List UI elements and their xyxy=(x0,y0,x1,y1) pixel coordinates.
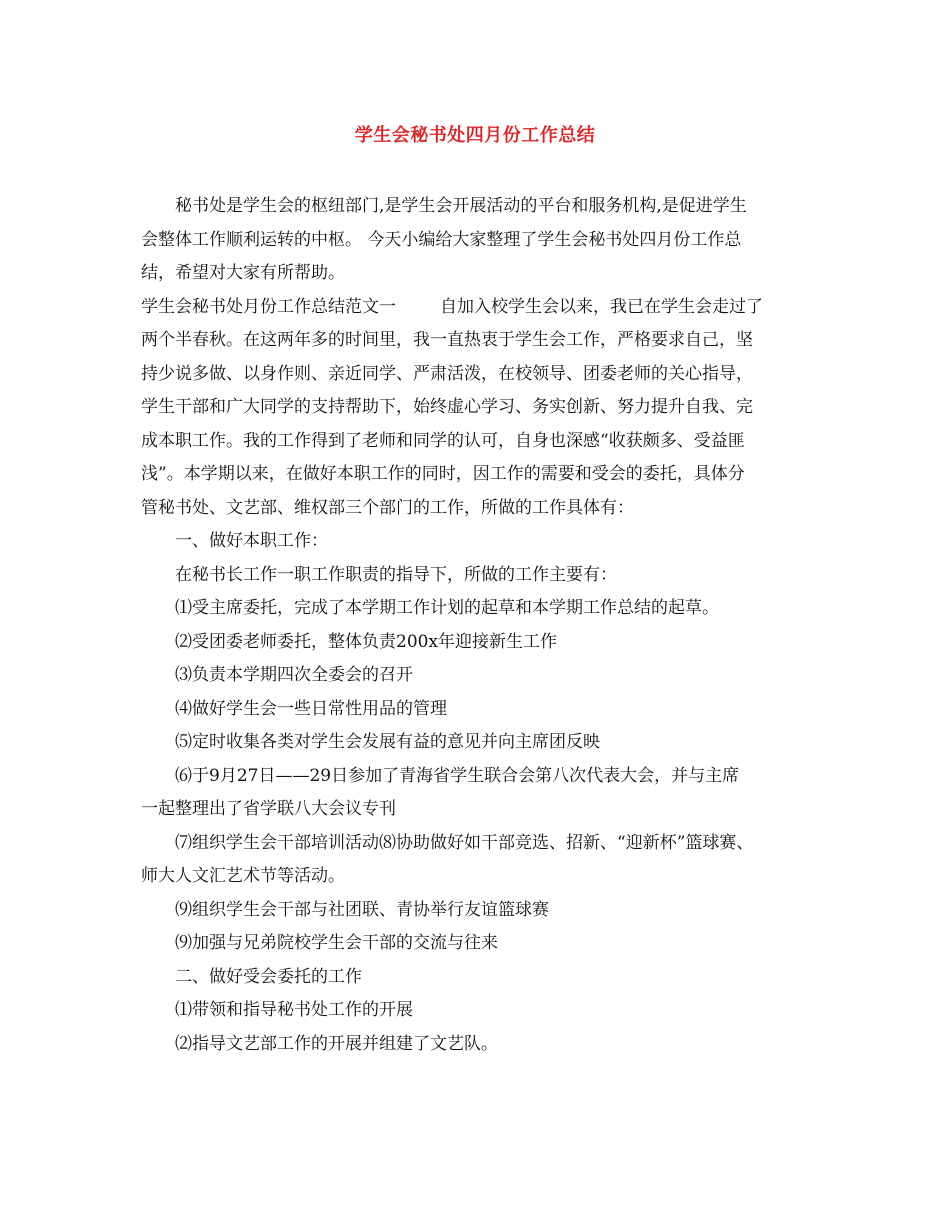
document-body xyxy=(141,190,821,1061)
list-item: ⑹于9月27日——29日参加了青海省学生联合会第八次代表大会，并与主席 xyxy=(175,765,740,786)
paragraph-line: 结，希望对大家有所帮助。 xyxy=(141,263,345,283)
paragraph-line: 一起整理出了省学联八大会议专刊 xyxy=(141,799,396,819)
paragraph-line: 成本职工作。我的工作得到了老师和同学的认可，自身也深感“收获颇多、受益匪 xyxy=(141,430,745,451)
section-heading: 一、做好本职工作： xyxy=(175,531,328,551)
paragraph-line: 在秘书长工作一职工作职责的指导下，所做的工作主要有： xyxy=(175,564,617,585)
list-item: ⑼加强与兄弟院校学生会干部的交流与往来 xyxy=(175,933,498,953)
list-item: ⑺组织学生会干部培训活动⑻协助做好如干部竞选、招新、“迎新杯”篮球赛、 xyxy=(175,832,754,853)
paragraph-line: 浅”。本学期以来，在做好本职工作的同时，因工作的需要和受会的委托，具体分 xyxy=(141,464,745,484)
list-item: ⑸定时收集各类对学生会发展有益的意见并向主席团反映 xyxy=(175,732,600,752)
paragraph-line: 秘书处是学生会的枢纽部门,是学生会开展活动的平台和服务机构,是促进学生 xyxy=(175,196,747,216)
paragraph-line: 师大人文汇艺术节等活动。 xyxy=(141,866,345,886)
list-item: ⑵指导文艺部工作的开展并组建了文艺队。 xyxy=(175,1033,498,1054)
list-item: ⑴带领和指导秘书处工作的开展 xyxy=(175,1000,413,1020)
list-item: ⑼组织学生会干部与社团联、青协举行友谊篮球赛 xyxy=(175,899,549,920)
list-item: ⑵受团委老师委托，整体负责200x年迎接新生工作 xyxy=(175,631,558,652)
list-item: ⑶负责本学期四次全委会的召开 xyxy=(175,665,413,685)
paragraph-line: 持少说多做、以身作则、亲近同学、严肃活泼，在校领导、团委老师的关心指导， xyxy=(141,363,753,384)
section-heading: 学生会秘书处月份工作总结范文一 xyxy=(141,296,396,317)
paragraph-text: 自加入校学生会以来，我已在学生会走过了 xyxy=(440,296,763,317)
paragraph-line: 学生干部和广大同学的支持帮助下，始终虚心学习、务实创新、努力提升自我、完 xyxy=(141,397,753,417)
list-item: ⑷做好学生会一些日常性用品的管理 xyxy=(175,698,447,719)
section-heading: 二、做好受会委托的工作 xyxy=(175,966,362,987)
paragraph-line: 两个半春秋。在这两年多的时间里，我一直热衷于学生会工作，严格要求自己，坚 xyxy=(141,330,753,350)
document-title: 学生会秘书处四月份工作总结 xyxy=(354,125,596,146)
paragraph-line: 管秘书处、文艺部、维权部三个部门的工作，所做的工作具体有： xyxy=(141,497,634,518)
paragraph-line: 会整体工作顺利运转的中枢。 今天小编给大家整理了学生会秘书处四月份工作总 xyxy=(141,229,742,250)
list-item: ⑴受主席委托，完成了本学期工作计划的起草和本学期工作总结的起草。 xyxy=(175,598,719,618)
paragraph-line xyxy=(141,291,821,325)
